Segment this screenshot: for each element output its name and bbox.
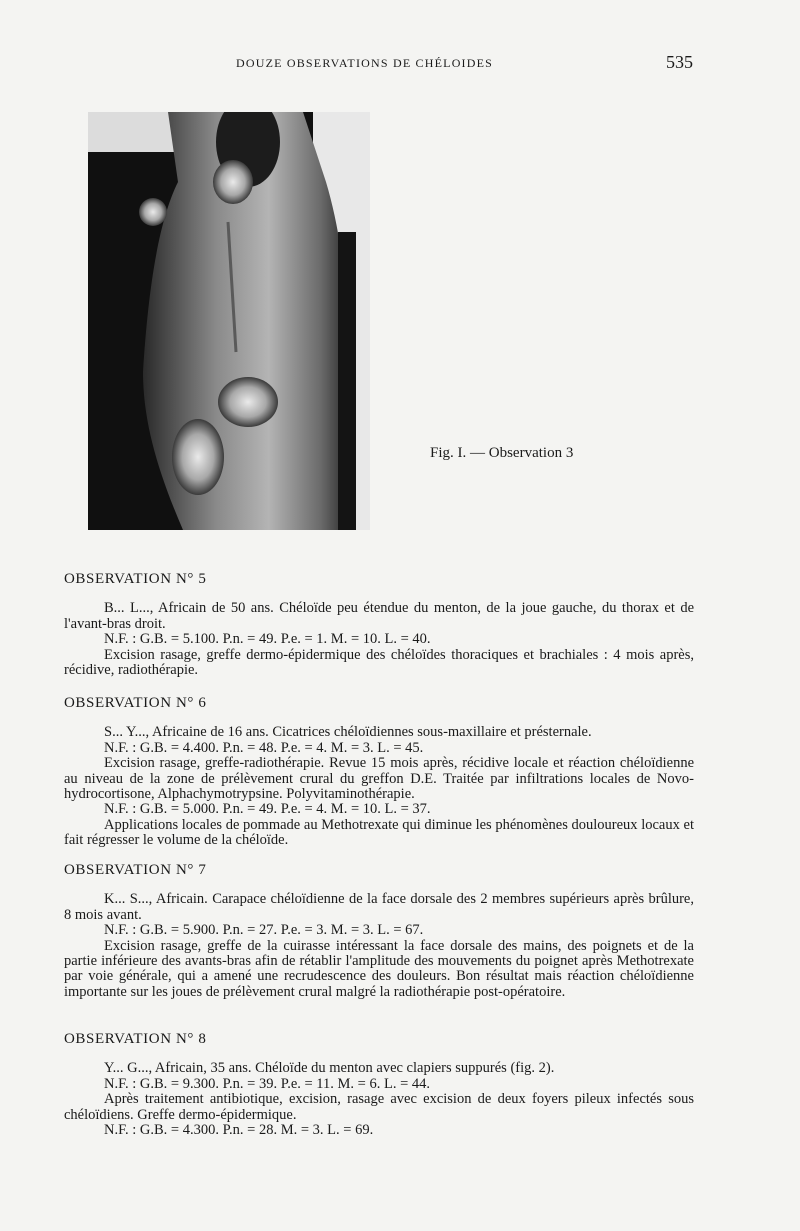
observation-paragraph: S... Y..., Africaine de 16 ans. Cicatrices chéloïdiennes sous-maxillaire et présternale. xyxy=(104,724,592,741)
clinical-photograph xyxy=(88,112,370,530)
observation-paragraph: Excision rasage, greffe de la cuirasse intéressant la face dorsale des mains, des poignets et de la partie inférieure des avants-bras afin de rétablir l'amplitude des mouvements du poignet après Methotrexate par voie générale, qui a amené une recrudescence des douleurs. Bon résultat mais réaction chéloïdienne importante sur les joues de prélèvement crural malgré la radiothérapie post-opératoire. xyxy=(64,937,694,1000)
observation-paragraph: N.F. : G.B. = 5.900. P.n. = 27. P.e. = 3. M. = 3. L. = 67. xyxy=(104,922,424,939)
observation-heading: OBSERVATION N° 6 xyxy=(64,695,207,711)
observation-paragraph: Applications locales de pommade au Methotrexate qui diminue les phénomènes douloureux locaux et fait régresser le volume de la chéloïde. xyxy=(64,816,694,849)
observation-5 xyxy=(64,572,694,678)
observation-7 xyxy=(64,863,694,1000)
observation-heading: OBSERVATION N° 7 xyxy=(64,862,207,878)
observation-paragraph: N.F. : G.B. = 5.100. P.n. = 49. P.e. = 1. M. = 10. L. = 40. xyxy=(104,631,431,648)
observation-paragraph: N.F. : G.B. = 4.300. P.n. = 28. M. = 3. L. = 69. xyxy=(104,1122,374,1139)
observation-paragraph: Excision rasage, greffe-radiothérapie. Revue 15 mois après, récidive locale et réaction chéloïdienne au niveau de la zone de prélèvement crural du greffon D.E. Traitée par infiltrations locales de Novo-hydrocortisone, Alphachymotrypsine. Polyvitaminothérapie. xyxy=(64,755,694,803)
figure-caption: Fig. I. — Observation 3 xyxy=(430,445,574,461)
observation-paragraph: Y... G..., Africain, 35 ans. Chéloïde du menton avec clapiers suppurés (fig. 2). xyxy=(104,1060,555,1077)
page-number: 535 xyxy=(666,52,693,72)
observation-8 xyxy=(64,1032,694,1138)
observation-heading: OBSERVATION N° 8 xyxy=(64,1031,207,1047)
observation-paragraph: Excision rasage, greffe dermo-épidermique des chéloïdes thoraciques et brachiales : 4 mois après, récidive, radiothérapie. xyxy=(64,646,694,679)
observation-paragraph: N.F. : G.B. = 4.400. P.n. = 48. P.e. = 4. M. = 3. L. = 45. xyxy=(104,739,424,756)
observation-paragraph: B... L..., Africain de 50 ans. Chéloïde peu étendue du menton, de la joue gauche, du thorax et de l'avant-bras droit. xyxy=(64,600,694,632)
observation-paragraph: K... S..., Africain. Carapace chéloïdienne de la face dorsale des 2 membres supérieurs après brûlure, 8 mois avant. xyxy=(64,891,694,923)
observation-paragraph: Après traitement antibiotique, excision, rasage avec excision de deux foyers pileux infectés sous chéloïdiens. Greffe dermo-épidermique. xyxy=(64,1091,694,1123)
observation-paragraph: N.F. : G.B. = 5.000. P.n. = 49. P.e. = 4. M. = 10. L. = 37. xyxy=(104,801,431,818)
observation-paragraph: N.F. : G.B. = 9.300. P.n. = 39. P.e. = 11. M. = 6. L. = 44. xyxy=(104,1075,430,1092)
observation-heading: OBSERVATION N° 5 xyxy=(64,571,207,587)
observation-6 xyxy=(64,696,694,849)
running-title: DOUZE OBSERVATIONS DE CHÉLOIDES xyxy=(236,56,494,70)
